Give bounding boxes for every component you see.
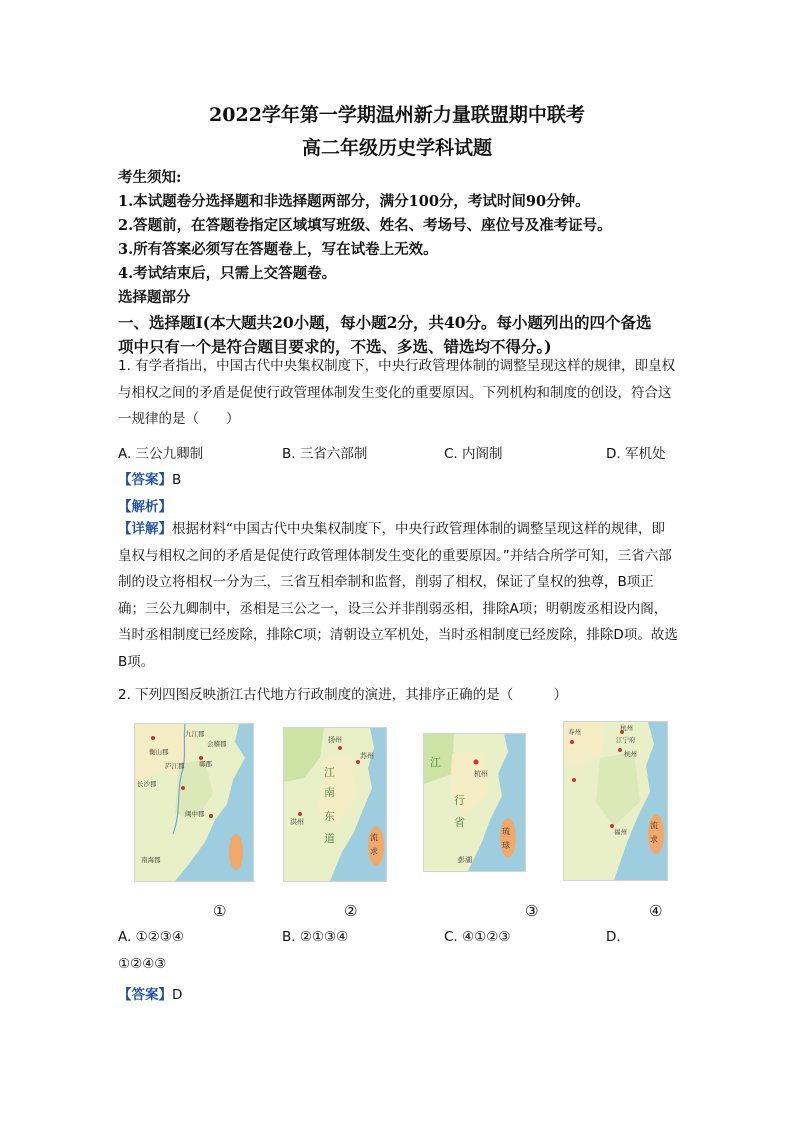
m1-label: 南海郡	[141, 856, 161, 864]
map-2	[283, 727, 387, 882]
m1-label: 会稽郡	[207, 740, 227, 748]
m2-label: 南	[324, 786, 335, 799]
m2-label: 道	[324, 832, 335, 845]
q2-option-c: C. ④①②③	[444, 929, 511, 945]
answer-label: 【答案】	[118, 987, 172, 1003]
notice-item: 3.所有答案必须写在答题卷上，写在试卷上无效。	[118, 241, 438, 258]
map-number-1: ①	[213, 902, 227, 920]
m2-label: 扬州	[328, 736, 342, 744]
q2-option-d: D.	[606, 929, 621, 945]
m4-label: 求	[650, 835, 658, 844]
q1-option-c: C. 内阁制	[444, 446, 503, 462]
map-3	[423, 733, 526, 872]
m1-label: 庐江郡	[165, 762, 185, 770]
q2-option-a: A. ①②③④	[118, 929, 184, 945]
notice-item: 1.本试题卷分选择题和非选择题两部分，满分100分，考试时间90分钟。	[118, 193, 590, 210]
q2-answer	[118, 983, 182, 1003]
m4-label: 流	[650, 821, 658, 830]
map-3-image	[424, 734, 525, 871]
notice-item: 4.考试结束后，只需上交答题卷。	[118, 265, 337, 282]
m3-label: 江	[430, 756, 441, 769]
m3-label: 杭州	[474, 770, 488, 778]
analysis-label: 【解析】	[118, 499, 172, 515]
m3-label: 琉	[502, 827, 510, 836]
section-heading: 选择题部分	[118, 289, 191, 306]
notice-heading: 考生须知:	[118, 169, 182, 186]
q2-option-b: B. ②①③④	[282, 929, 349, 945]
exam-title: 2022学年第一学期温州新力量联盟期中联考	[209, 104, 585, 126]
map-1-image	[135, 724, 253, 881]
map-number-2: ②	[344, 902, 358, 920]
q1-option-d: D. 军机处	[606, 446, 666, 462]
map-number-4: ④	[649, 902, 663, 920]
m3-label: 球	[502, 841, 510, 850]
m2-label: 洪州	[290, 818, 304, 826]
m4-label: 江宁府	[616, 736, 636, 744]
m4-label: 福州	[614, 828, 627, 836]
question-2-stem: 2. 下列四图反映浙江古代地方行政制度的演进，其排序正确的是（ ）	[118, 687, 568, 703]
m4-label: 杭州	[620, 724, 633, 732]
map-4-image	[564, 722, 667, 880]
m2-label: 江	[324, 766, 335, 779]
notice-item: 2.答题前，在答题卷指定区域填写班级、姓名、考场号、座位号及准考证号。	[118, 217, 612, 234]
question-1-stem: 1. 有学者指出，中国古代中央集权制度下，中央行政管理体制的调整呈现这样的规律，即皇权与相权之间的矛盾是促使行政管理体制发生变化的重要原因。下列机构和制度的创设，符合这一规律的是（ ）	[118, 358, 676, 427]
m1-label: 长沙郡	[137, 780, 157, 788]
m2-label: 求	[370, 847, 378, 856]
answer-value: B	[172, 472, 182, 488]
answer-value: D	[172, 987, 183, 1003]
q1-detail	[118, 516, 678, 675]
m3-label: 行	[454, 794, 465, 807]
answer-label: 【答案】	[118, 472, 172, 488]
m1-label: 鄣郡	[199, 760, 212, 768]
m1-label: 九江郡	[185, 730, 205, 738]
detail-text: 根据材料“中国古代中央集权制度下，中央行政管理体制的调整呈现这样的规律，即皇权与相权之间的矛盾是促使行政管理体制发生变化的重要原因。”并结合所学可知，三省六部制的设立将相权一分为三，三省互相牵制和监督，削弱了相权，保证了皇权的独尊，B项正确；三公九卿制中，丞相是三公之一，设三公并非削弱丞相，排除A项；明朝废丞相设内阁，当时丞相制度已经废除，排除C项；清朝设立军机处，当时丞相制度已经废除，排除D项。故选B项。	[118, 521, 678, 670]
m2-label: 流	[370, 833, 378, 842]
exam-subtitle: 高二年级历史学科试题	[301, 137, 492, 159]
m3-label: 省	[454, 816, 465, 829]
m4-label: 杭州	[624, 750, 637, 758]
q2-option-d-value: ①②④③	[118, 956, 167, 972]
m4-label: 寿州	[568, 728, 581, 736]
m1-label: 闽中郡	[185, 810, 205, 818]
section-instruction: 一、选择题Ⅰ(本大题共20小题，每小题2分，共40分。每小题列出的四个备选	[118, 313, 652, 332]
m2-label: 东	[324, 810, 335, 823]
section-instruction: 项中只有一个是符合题目要求的，不选、多选、错选均不得分。)	[118, 337, 552, 356]
map-1	[134, 723, 254, 882]
map-4	[563, 721, 668, 881]
q1-analysis-label	[118, 495, 172, 515]
q1-option-a: A. 三公九卿制	[118, 446, 204, 462]
m2-label: 苏州	[360, 752, 374, 760]
detail-label: 【详解】	[118, 521, 172, 537]
m3-label: 彭湖	[458, 856, 472, 864]
map-2-image	[284, 728, 386, 881]
m1-label: 衡山郡	[149, 748, 169, 756]
map-number-3: ③	[525, 902, 539, 920]
q1-answer	[118, 468, 181, 488]
q1-option-b: B. 三省六部制	[282, 446, 368, 462]
